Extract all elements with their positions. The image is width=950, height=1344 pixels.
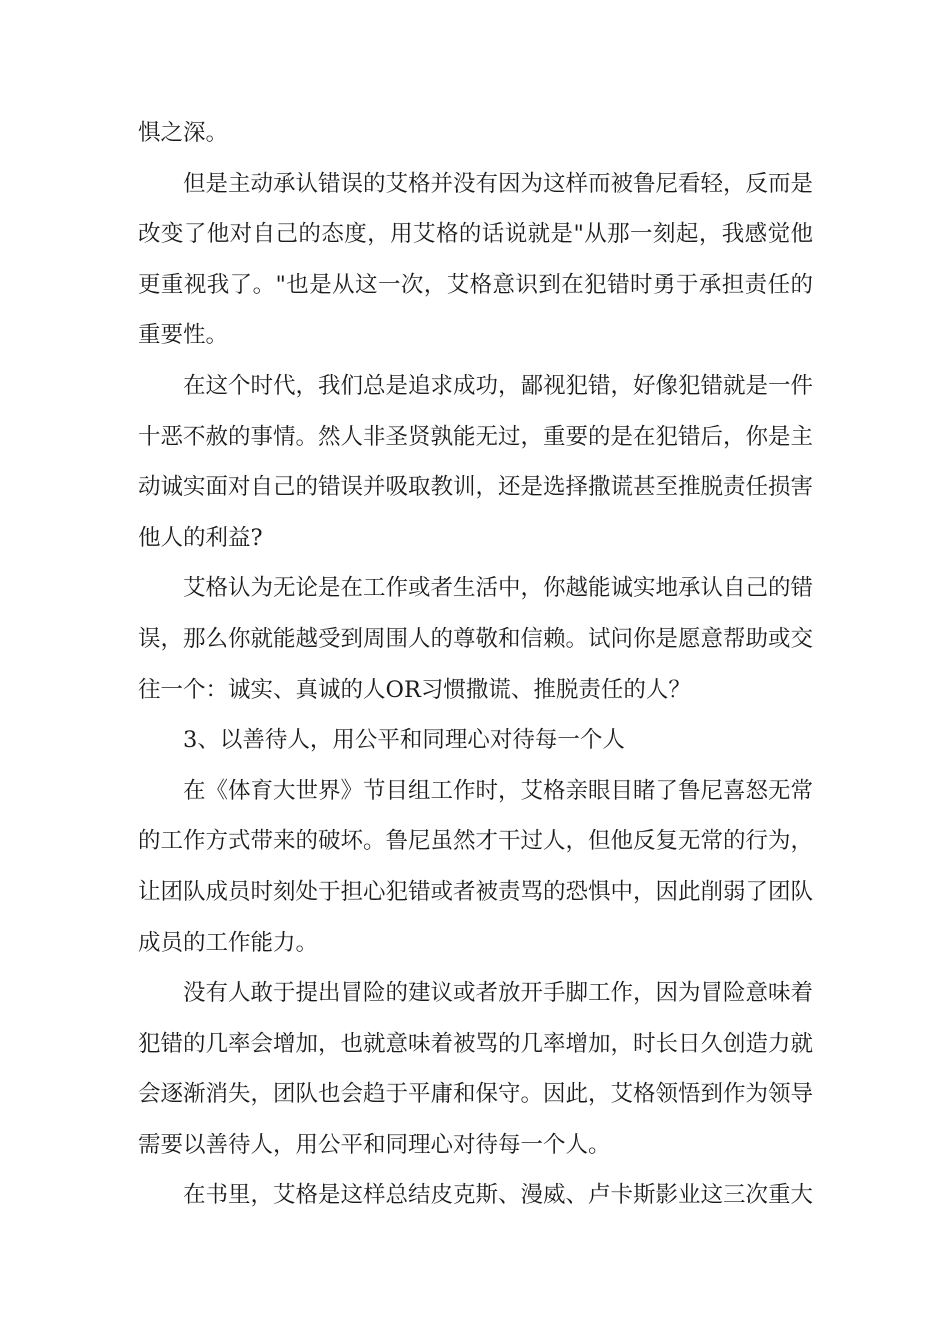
text-line-21: 需要以善待人，用公平和同理心对待每一个人。 (138, 1131, 611, 1158)
text-line-1: 惧之深。 (138, 120, 229, 146)
text-line-4: 更重视我了。"也是从这一次，艾格意识到在犯错时勇于承担责任的 (138, 271, 813, 298)
text-line-14: 在《体育大世界》节目组工作时，艾格亲眼目睹了鲁尼喜怒无常 (183, 777, 813, 804)
text-line-18: 没有人敢于提出冒险的建议或者放开手脚工作，因为冒险意味着 (183, 980, 813, 1007)
document-body (138, 108, 813, 1221)
text-line-10: 艾格认为无论是在工作或者生活中，你越能诚实地承认自己的错 (183, 575, 813, 602)
text-line-20: 会逐渐消失，团队也会趋于平庸和保守。因此，艾格领悟到作为领导 (138, 1081, 813, 1108)
text-line-16: 让团队成员时刻处于担心犯错或者被责骂的恐惧中，因此削弱了团队 (138, 878, 813, 905)
text-line-12: 往一个：诚实、真诚的人OR习惯撒谎、推脱责任的人？ (138, 676, 691, 703)
text-line-17: 成员的工作能力。 (138, 929, 319, 956)
text-line-7: 十恶不赦的事情。然人非圣贤孰能无过，重要的是在犯错后，你是主 (138, 423, 813, 450)
text-line-9: 他人的利益? (138, 524, 263, 551)
text-line-19: 犯错的几率会增加，也就意味着被骂的几率增加，时长日久创造力就 (138, 1030, 813, 1057)
text-line-8: 动诚实面对自己的错误并吸取教训，还是选择撒谎甚至推脱责任损害 (138, 474, 813, 501)
text-line-2: 但是主动承认错误的艾格并没有因为这样而被鲁尼看轻，反而是 (183, 170, 813, 197)
text-line-6: 在这个时代，我们总是追求成功，鄙视犯错，好像犯错就是一件 (183, 372, 813, 399)
text-line-5: 重要性。 (138, 322, 229, 349)
section-heading: 3、以善待人，用公平和同理心对待每一个人 (183, 727, 625, 754)
text-line-22: 在书里，艾格是这样总结皮克斯、漫威、卢卡斯影业这三次重大 (183, 1182, 813, 1209)
text-line-15: 的工作方式带来的破坏。鲁尼虽然才干过人，但他反复无常的行为， (138, 828, 813, 855)
text-line-11: 误，那么你就能越受到周围人的尊敬和信赖。试问你是愿意帮助或交 (138, 625, 813, 652)
text-line-3: 改变了他对自己的态度，用艾格的话说就是"从那一刻起，我感觉他 (138, 221, 813, 248)
